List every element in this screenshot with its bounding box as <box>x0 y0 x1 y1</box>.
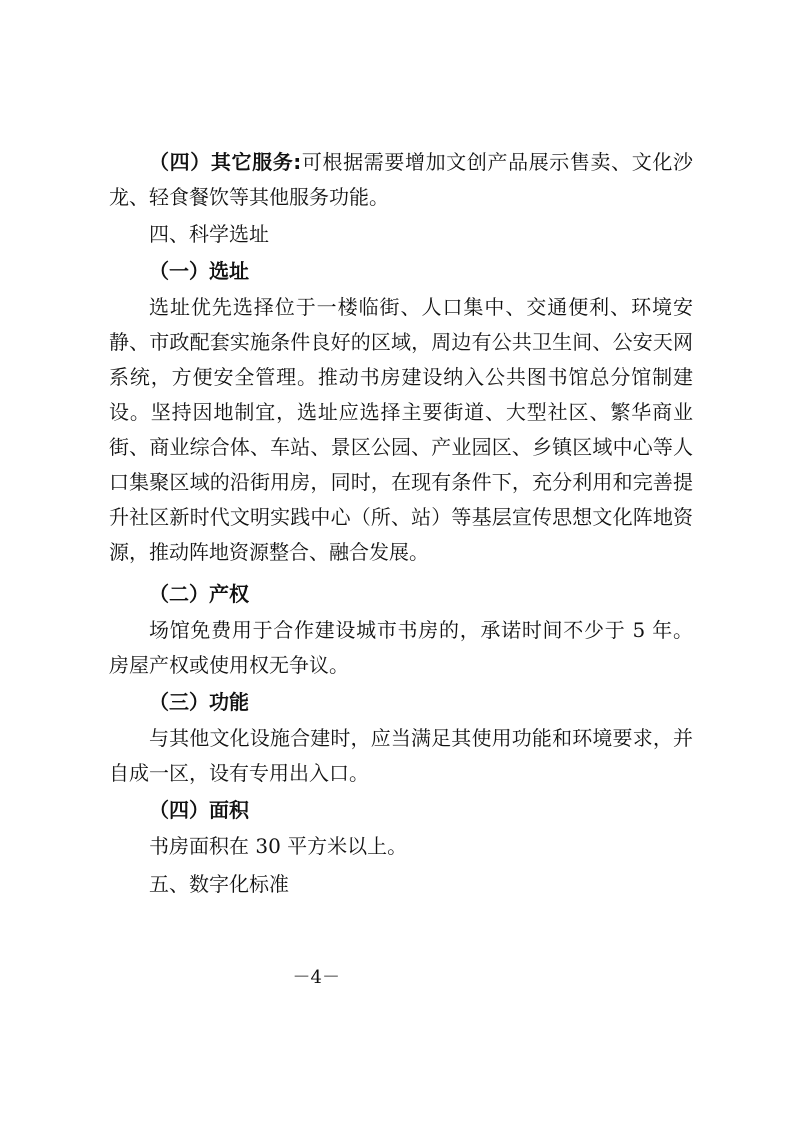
function-paragraph: 与其他文化设施合建时，应当满足其使用功能和环境要求，并自成一区，设有专用出入口。 <box>109 726 693 785</box>
area-paragraph: 书房面积在 30 平方米以上。 <box>149 834 408 858</box>
section-heading-digital-standards: 五、数字化标准 <box>149 872 289 896</box>
subheading-area: （四）面积 <box>149 798 249 822</box>
page-number: －4－ <box>292 967 340 988</box>
subheading-site: （一）选址 <box>149 259 249 283</box>
other-services-paragraph <box>109 145 693 215</box>
subheading-function: （三）功能 <box>149 690 249 714</box>
section-heading-site-selection: 四、科学选址 <box>149 222 269 246</box>
other-services-lead: （四）其它服务: <box>149 150 302 174</box>
site-paragraph: 选址优先选择位于一楼临街、人口集中、交通便利、环境安静、市政配套实施条件良好的区域，周边有公共卫生间、公安天网系统，方便安全管理。推动书房建设纳入公共图书馆总分馆制建设。坚持因地制宜，选址应选择主要街道、大型社区、繁华商业街、商业综合体、车站、景区公园、产业园区、乡镇区域中心等人口集聚区域的沿街用房，同时，在现有条件下，充分利用和完善提升社区新时代文明实践中心（所、站）等基层宣传思想文化阵地资源，推动阵地资源整合、融合发展。 <box>109 295 693 564</box>
subheading-property: （二）产权 <box>149 582 249 606</box>
other-services-text: 可根据需要增加文创产品展示售卖、文化沙龙、轻食餐饮等其他服务功能。 <box>109 150 694 209</box>
property-paragraph: 场馆免费用于合作建设城市书房的，承诺时间不少于 5 年。房屋产权或使用权无争议。 <box>109 618 693 677</box>
